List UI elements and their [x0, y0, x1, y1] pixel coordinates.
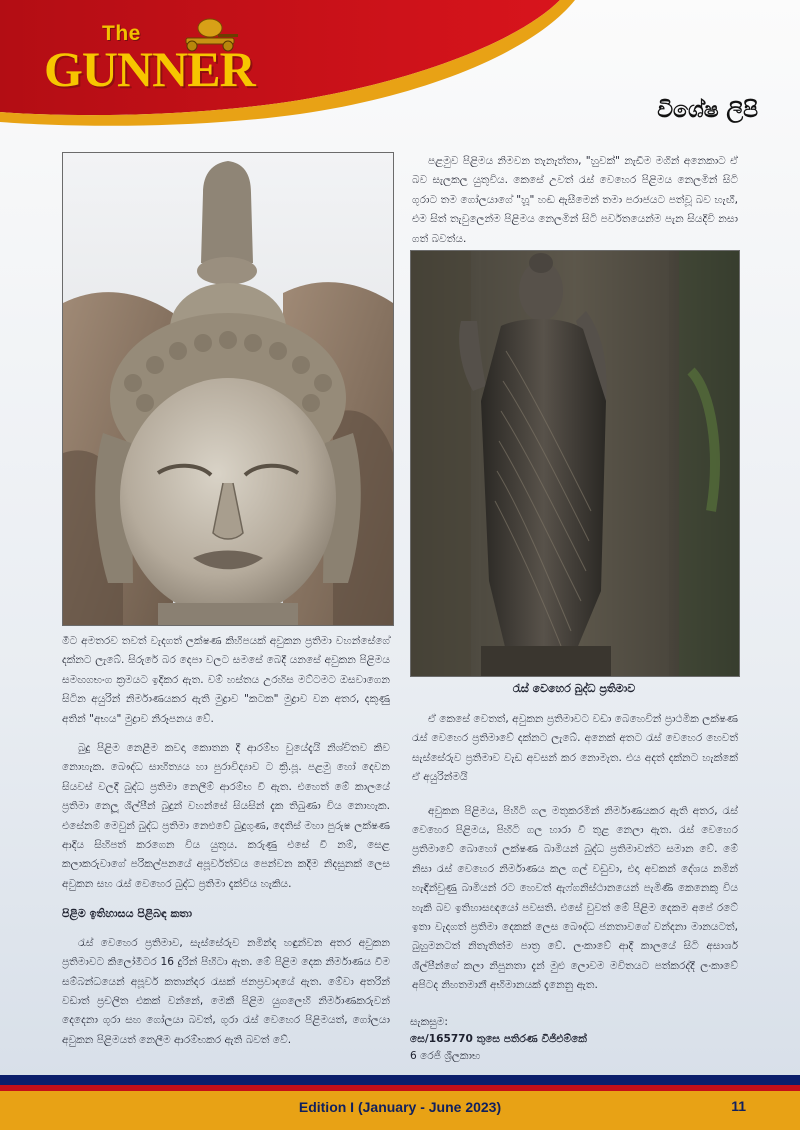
right-paragraph-2: අවුකන පිළිමය, පිහිටි ගල මතුකරමින් නිර්මාණයකර ඇති අතර, රැස් වෙහෙර පිළිමය, පිහිටි ගල හාරා වී තුළ නෙලා ඇත. රැස් වෙහෙර ප්‍රතිමාවේ බොහෝ ලක්ෂණ බාමියන් බුද්ධ ප්‍රතිමාවන්ට සමාන වේ. මේ නිසා රැස් වෙහෙර නිර්මාණය කල ගල් වඩුවා, එදා අවකන් දේශය නමින් හැඳින්වුණු බාමියන් රට හෙවත් ඇෆ්ගනිස්ථානයෙන් පැමිණි කෙනෙකු විය හැකි බව ඉතිහාසඥයෝ පවසති. එසේ වුවත් මේ පිළිම දෙකම අපේ රටේ ඉතා වැදගත් ප්‍රතිමා දෙකක් ලෙස බෞද්ධ ජනතාවගේ වන්දනා මානයටත්, බුහුමනටත් නිතැතිත්ම පාත්‍ර වේ. ලංකාවේ ආදී කාලයේ සිටි අසාර්ශ ශිල්පීන්ගේ කලා නිපුනතා දැන් මුළු ලොවම මවිතයට පත්කරද්දී ලංකාවේ අපිටද නිහතමානී අභිමානයක් දැනෙනු ඇත.: [412, 804, 738, 992]
logo-gunner-text: GUNNER: [44, 41, 255, 97]
ras-vehera-buddha-photo: [410, 250, 740, 677]
right-photo-caption: රැස් වෙහෙර බුද්ධ ප්‍රතිමාව: [512, 682, 636, 695]
left-paragraph-1: මීට අමතරව තවත් වැදගත් ලක්ෂණ කිහිපයක් අවුකන ප්‍රතිමා වහන්සේගේ දක්නට ලැබේ. සිරුරේ බර දෙපා වලට සමසේ බෙදී යනසේ අවුකන පිළිමය සමඟගභංග ක්‍රමයට ඉදිකර ඇත. වම් හස්තය උරහිස මට්ටමට ඔසවාගෙන සිටින අයුරින් නිර්මාණයකර ඇති මුද්‍රාව "කටක" මුද්‍රාව වන අතර, දකුණු අතින් "අභය" මුද්‍රාව නිරූපනය වේ.: [62, 635, 390, 725]
left-paragraph-2: බුදු පිළිම නෙළීම කවදා කොතන දී ආරම්භ වුයේදැයි නිශ්චිතව කිව නොහැක. බෞද්ධ සාහිත්‍යය හා පුරාවිද්‍යාව ට ක්‍රි.පූ. පළමු හෝ දෙවන සියවස් වලදී බුද්ධ ප්‍රතිමා නෙලීම් ආරම්භ වී ඇත. එහෙත් මේ කාලයේ ප්‍රතිමා නෙලූ ශිල්පීන් බුදුන් වහන්සේ සියසින් දැක තිබුණා විය නොහැක. එසේනම් මෙවුන් බුද්ධ ප්‍රතිමා නෙළුවේ බුදුගුණ, දෙතිස් මහා පුරුෂ ලක්ෂණ ආදිය සිහිපත් කරගෙන විය යුතුය. කරුණු එසේ වී නම්, සෙළ කලාකරුවාගේ පරිකල්පනයේ අපූර්වත්වය පෙන්වන කදිම නිදසුනක් ලෙස අවුකන සහ රැස් වෙහෙර බුද්ධ ප්‍රතිමා දැක්විය හැකිය.: [62, 742, 390, 890]
history-subheading: පිළිම ඉතිහාසය පිළිබඳ කතා: [62, 907, 192, 921]
page-number: 11: [731, 1098, 746, 1114]
edition-label: Edition I (January - June 2023): [298, 1099, 502, 1115]
right-paragraph-1: ඒ කෙසේ වෙතත්, අවුකන ප්‍රතිමාවට වඩා බෙහෙවින් ප්‍රාථමික ලක්ෂණ රැස් වෙහෙර ප්‍රතිමාවේ දක්නට ලැබේ. අනෙක් අතට රැස් වෙහෙර හෙවත් සැස්සේරුව ප්‍රතිමාව වැඩ අවසන් කර නොමැත. එය අදත් දක්නට හැක්කේ ඒ අයුරින්මයි: [412, 713, 738, 784]
credit-author: සෙ/165770 තුසෙ පතිරණ වීජිඑම්කේ: [410, 1033, 587, 1045]
section-title: විශේෂ ලිපි: [657, 98, 758, 123]
footer-navy-stripe: [0, 1075, 800, 1085]
article-credit: [410, 1014, 587, 1065]
credit-label: සැකසුම:: [410, 1016, 448, 1028]
logo-the-text: The: [102, 22, 141, 45]
page-header: [0, 0, 800, 140]
avukana-buddha-photo: [62, 152, 394, 626]
right-column-top-text: [412, 152, 738, 259]
right-paragraph-top: පළමුව පිළිමය නිමවන තැනැත්තා, "හුවක්" නැඩීම මගින් අනෙකාට ඒ බව සැලකල යුතුවිය. කෙසේ උවත් රැස් වෙහෙර පිළිමය නෙලමින් සිටි ගුරාට තම ගෝලයාගේ "හූ" හඬ ඇසීමෙන් තමා පරාජයට පත්වූ බව හැඟී, එම සිත් තැවුලෙන්ම පිළිමය නෙලමින් සිටි පර්වතයෙන්ම පැන සියදිවි නසා ගත් බවත්ය.: [412, 155, 738, 245]
left-column-text: [62, 632, 390, 1060]
right-column-bottom-text: [412, 710, 738, 1006]
gunner-logo: [40, 22, 255, 102]
page-footer: [0, 1091, 800, 1130]
left-paragraph-3: රැස් වෙහෙර ප්‍රතිමාව, සැස්සේරුව නමින්ද හඳුන්වන අතර අවුකන ප්‍රතිමාවට කිලෝමීටර 16 දුරින් පිහිටා ඇත. මේ පිළිම දෙක නිර්මාණය වීම සම්බන්ධයෙන් අපූර්ව කතාන්දර රැසක් ජනප්‍රවාදයේ ඇත. මේවා අතරින් වඩාත් ප්‍රචලිත එකක් වන්නේ, මෙකී පිළිම යුගලෙහි නිර්මාණකරුවන් දෙදෙනා ගුරා සහ ගෝලයා බවත්, ගුරා රැස් වෙහෙර පිළිමයත්, ගෝලයා අවුකන පිළිමයත් නෙලීම ආරම්භකර ඇති බවත් වේ.: [62, 936, 390, 1046]
credit-unit: 6 රෙජි ශ්‍රීලකාභ: [410, 1050, 481, 1062]
